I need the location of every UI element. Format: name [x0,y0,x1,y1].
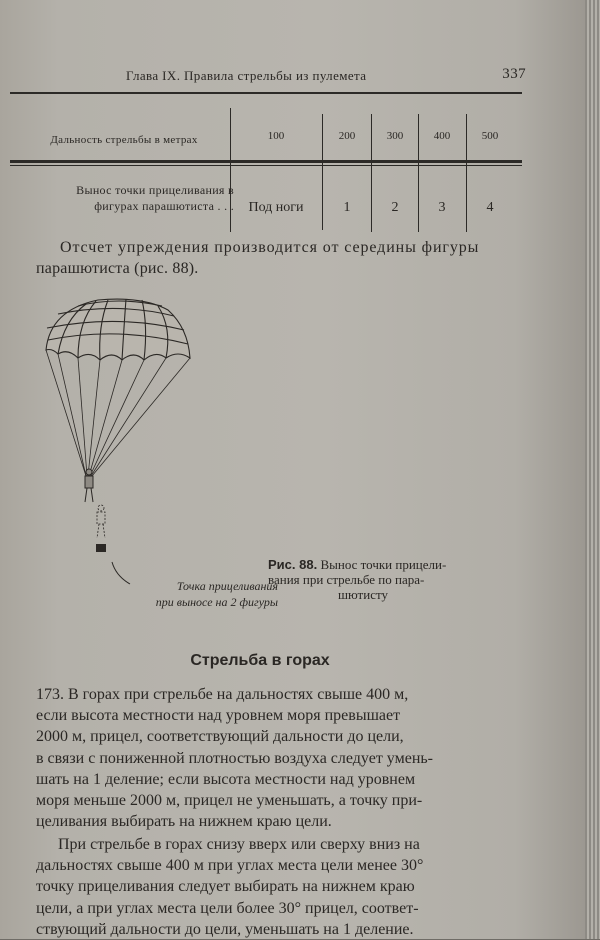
paragraph-line: цели, а при углах места цели более 30° прицел, соответ- [36,899,419,917]
paragraph-line: если высота местности над уровнем моря превышает [36,707,401,725]
paragraph-line: целивания выбирать на нижнем краю цели. [36,813,332,831]
table-mid-rule-thin [10,165,522,166]
section-title: Стрельба в горах [190,652,330,669]
range-cell: 400 [433,130,451,142]
paragraph-line: ствующий дальности до цели, уменьшать на 1 деление. [36,920,414,938]
lead-text-line: парашютиста (рис. 88). [36,260,199,277]
paragraph-line: дальностях свыше 400 м при углах места цели менее 30° [36,857,424,875]
aim-point-label [108,578,278,610]
offset-cell: 2 [391,200,399,215]
paragraph-173 [36,684,504,832]
paragraph-line: 2000 м, прицел, соответствующий дальности до цели, [36,728,404,746]
parachute-canopy [46,299,190,360]
table-mid-rule [10,160,522,163]
paragraph-line: При стрельбе в горах снизу вверх или сверху вниз на [58,836,420,853]
figure-caption-line: шютисту [338,587,388,602]
paragraph-line: в связи с пониженной плотностью воздуха следует умень- [36,749,434,767]
running-header [96,66,526,86]
paragraph-line: шать на 1 деление; если высота местности над уровнем [36,770,416,788]
offset-row-label [14,182,234,214]
offset-row-label-line: Вынос точки прицеливания в [76,183,234,197]
figure-outline-1 [97,505,105,538]
offset-cell: 1 [343,200,351,215]
aim-point-label-line: Точка прицеливания [176,579,278,593]
range-row-label: Дальность стрельбы в метрах [50,134,198,146]
figure-caption-line: вания при стрельбе по пара- [268,572,425,587]
parachutist-illustration [38,288,218,568]
chapter-title: Глава IX. Правила стрельбы из пулемета [126,68,367,83]
range-cell: 100 [267,130,285,142]
aim-point-label-line: при выносе на 2 фигуры [155,595,278,609]
lead-text-line: Отсчет упреждения производится от середины фигуры [60,239,480,256]
figure-caption-line: Вынос точки прицели- [320,557,447,572]
offset-cell: 4 [486,200,494,215]
range-cell: 200 [338,130,356,142]
figure-number: Рис. 88. [268,557,318,572]
offset-row-label-line: фигурах парашютиста . . . [94,199,234,213]
page-edge-stack [585,0,600,939]
table-top-rule [10,92,522,94]
paragraph-mountain-angles [36,834,504,940]
offset-cell: 3 [438,200,446,215]
parachute-lines [46,350,190,476]
col-divider [322,114,323,230]
figure-caption [268,557,488,602]
offset-cell: Под ноги [248,200,304,215]
parachutist-figure [85,469,93,502]
page-number: 337 [502,66,526,82]
paragraph-line: 173. В горах при стрельбе на дальностях свыше 400 м, [36,686,409,703]
range-cell: 300 [386,130,404,142]
paragraph-line: моря меньше 2000 м, прицел не уменьшать, а точку при- [36,792,423,810]
range-cell: 500 [481,130,499,142]
paragraph-line: точку прицеливания следует выбирать на нижнем краю [36,878,415,896]
aim-point-marker [96,544,106,552]
